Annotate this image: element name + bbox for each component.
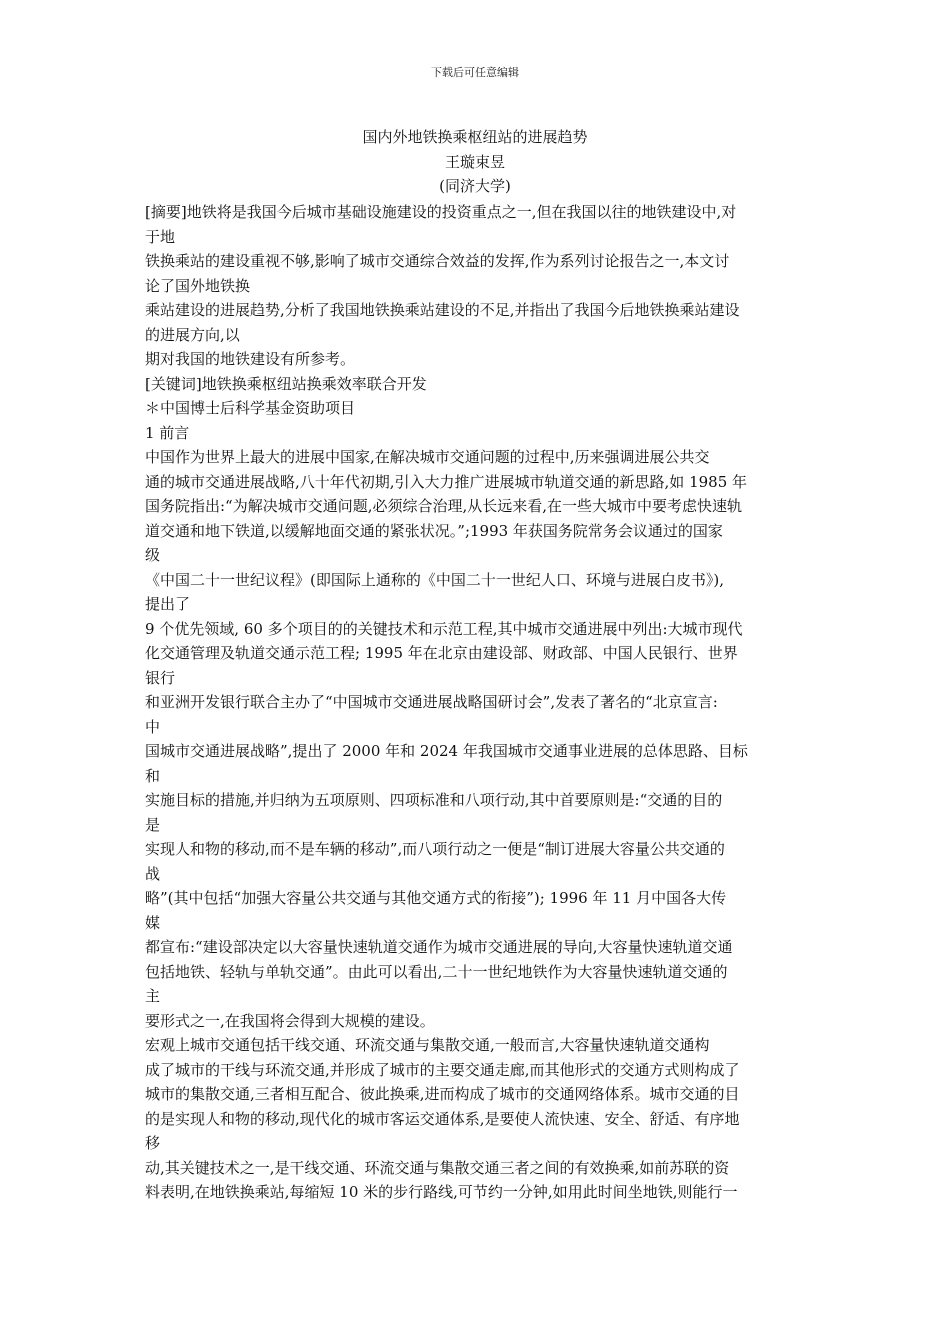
text-line: 包括地铁、轻轨与单轨交通”。由此可以看出,二十一世纪地铁作为大容量快速轨道交通的 <box>145 962 728 981</box>
body-text <box>145 200 810 1205</box>
text-line: 动,其关键技术之一,是干线交通、环流交通与集散交通三者之间的有效换乘,如前苏联的资 <box>145 1158 730 1177</box>
text-line: 实现人和物的移动,而不是车辆的移动”,而八项行动之一便是“制订进展大容量公共交通的 <box>145 840 725 858</box>
text-line: 城市的集散交通,三者相互配合、彼此换乘,进而构成了城市的交通网络体系。城市交通的目 <box>145 1085 740 1103</box>
text-line: 《中国二十一世纪议程》(即国际上通称的《中国二十一世纪人口、环境与进展白皮书》), <box>145 570 724 589</box>
text-line: 国城市交通进展战略”,提出了 2000 年和 2024 年我国城市交通事业进展的总体思路、目标 <box>145 742 748 760</box>
text-line: 和亚洲开发银行联合主办了“中国城市交通进展战略国研讨会”,发表了著名的“北京宣言: <box>145 693 718 711</box>
page-header-note: 下载后可任意编辑 <box>431 66 519 79</box>
text-line: [摘要]地铁将是我国今后城市基础设施建设的投资重点之一,但在我国以往的地铁建设中,对 <box>145 203 737 221</box>
text-line: 于地 <box>145 227 176 246</box>
title-block <box>145 125 805 199</box>
text-line: 的是实现人和物的移动,现代化的城市客运交通体系,是要使人流快速、安全、舒适、有序地 <box>145 1109 740 1128</box>
document-affiliation: (同济大学) <box>439 177 511 195</box>
text-line: 通的城市交通进展战略,八十年代初期,引入大力推广进展城市轨道交通的新思路,如 1985 年 <box>145 472 748 491</box>
document-title: 国内外地铁换乘枢纽站的进展趋势 <box>362 128 588 146</box>
text-line: 和 <box>145 766 161 785</box>
text-line: 道交通和地下铁道,以缓解地面交通的紧张状况。”;1993 年获国务院常务会议通过的国家 <box>145 521 723 540</box>
text-line: 料表明,在地铁换乘站,每缩短 10 米的步行路线,可节约一分钟,如用此时间坐地铁,则能行一 <box>145 1183 738 1201</box>
document-authors: 王璇束昱 <box>444 152 505 171</box>
text-line: 都宣布:“建设部决定以大容量快速轨道交通作为城市交通进展的导向,大容量快速轨道交通 <box>145 938 733 956</box>
text-line: 是 <box>145 815 161 834</box>
text-line: 9 个优先领域, 60 多个项目的的关键技术和示范工程,其中城市交通进展中列出:大城市现代 <box>145 619 743 638</box>
text-line: 要形式之一,在我国将会得到大规模的建设。 <box>145 1011 435 1030</box>
text-line: 移 <box>145 1134 161 1152</box>
text-line: 期对我国的地铁建设有所参考。 <box>145 350 356 368</box>
text-line: 铁换乘站的建设重视不够,影响了城市交通综合效益的发挥,作为系列讨论报告之一,本文讨 <box>145 252 730 270</box>
text-line: 国务院指出:“为解决城市交通问题,必须综合治理,从长远来看,在一些大城市中要考虑快速轨 <box>145 497 743 515</box>
text-line: 略”(其中包括“加强大容量公共交通与其他交通方式的衔接”); 1996 年 11 月中国各大传 <box>145 889 727 907</box>
text-line: 提出了 <box>145 595 191 613</box>
text-line: 实施目标的措施,并归纳为五项原则、四项标准和八项行动,其中首要原则是:“交通的目的 <box>145 791 723 809</box>
text-line: 媒 <box>145 913 161 932</box>
text-line: ＊中国博士后科学基金资助项目 <box>145 399 356 417</box>
text-line: 乘站建设的进展趋势,分析了我国地铁换乘站建设的不足,并指出了我国今后地铁换乘站建设 <box>145 301 740 319</box>
text-line: 级 <box>145 546 161 564</box>
text-line: 成了城市的干线与环流交通,并形成了城市的主要交通走廊,而其他形式的交通方式则构成了 <box>145 1060 740 1079</box>
text-line: [关键词]地铁换乘枢纽站换乘效率联合开发 <box>145 374 427 393</box>
text-line: 主 <box>145 987 161 1005</box>
text-line: 银行 <box>145 668 176 687</box>
text-line: 论了国外地铁换 <box>145 276 251 295</box>
text-line: 战 <box>145 864 161 883</box>
text-line: 宏观上城市交通包括干线交通、环流交通与集散交通,一般而言,大容量快速轨道交通构 <box>145 1036 710 1054</box>
text-line: 中国作为世界上最大的进展中国家,在解决城市交通问题的过程中,历来强调进展公共交 <box>145 448 710 466</box>
text-line: 中 <box>145 717 161 736</box>
text-line: 化交通管理及轨道交通示范工程; 1995 年在北京由建设部、财政部、中国人民银行、世界 <box>145 644 738 662</box>
text-line: 的进展方向,以 <box>145 325 240 344</box>
text-line: 1 前言 <box>145 423 190 442</box>
